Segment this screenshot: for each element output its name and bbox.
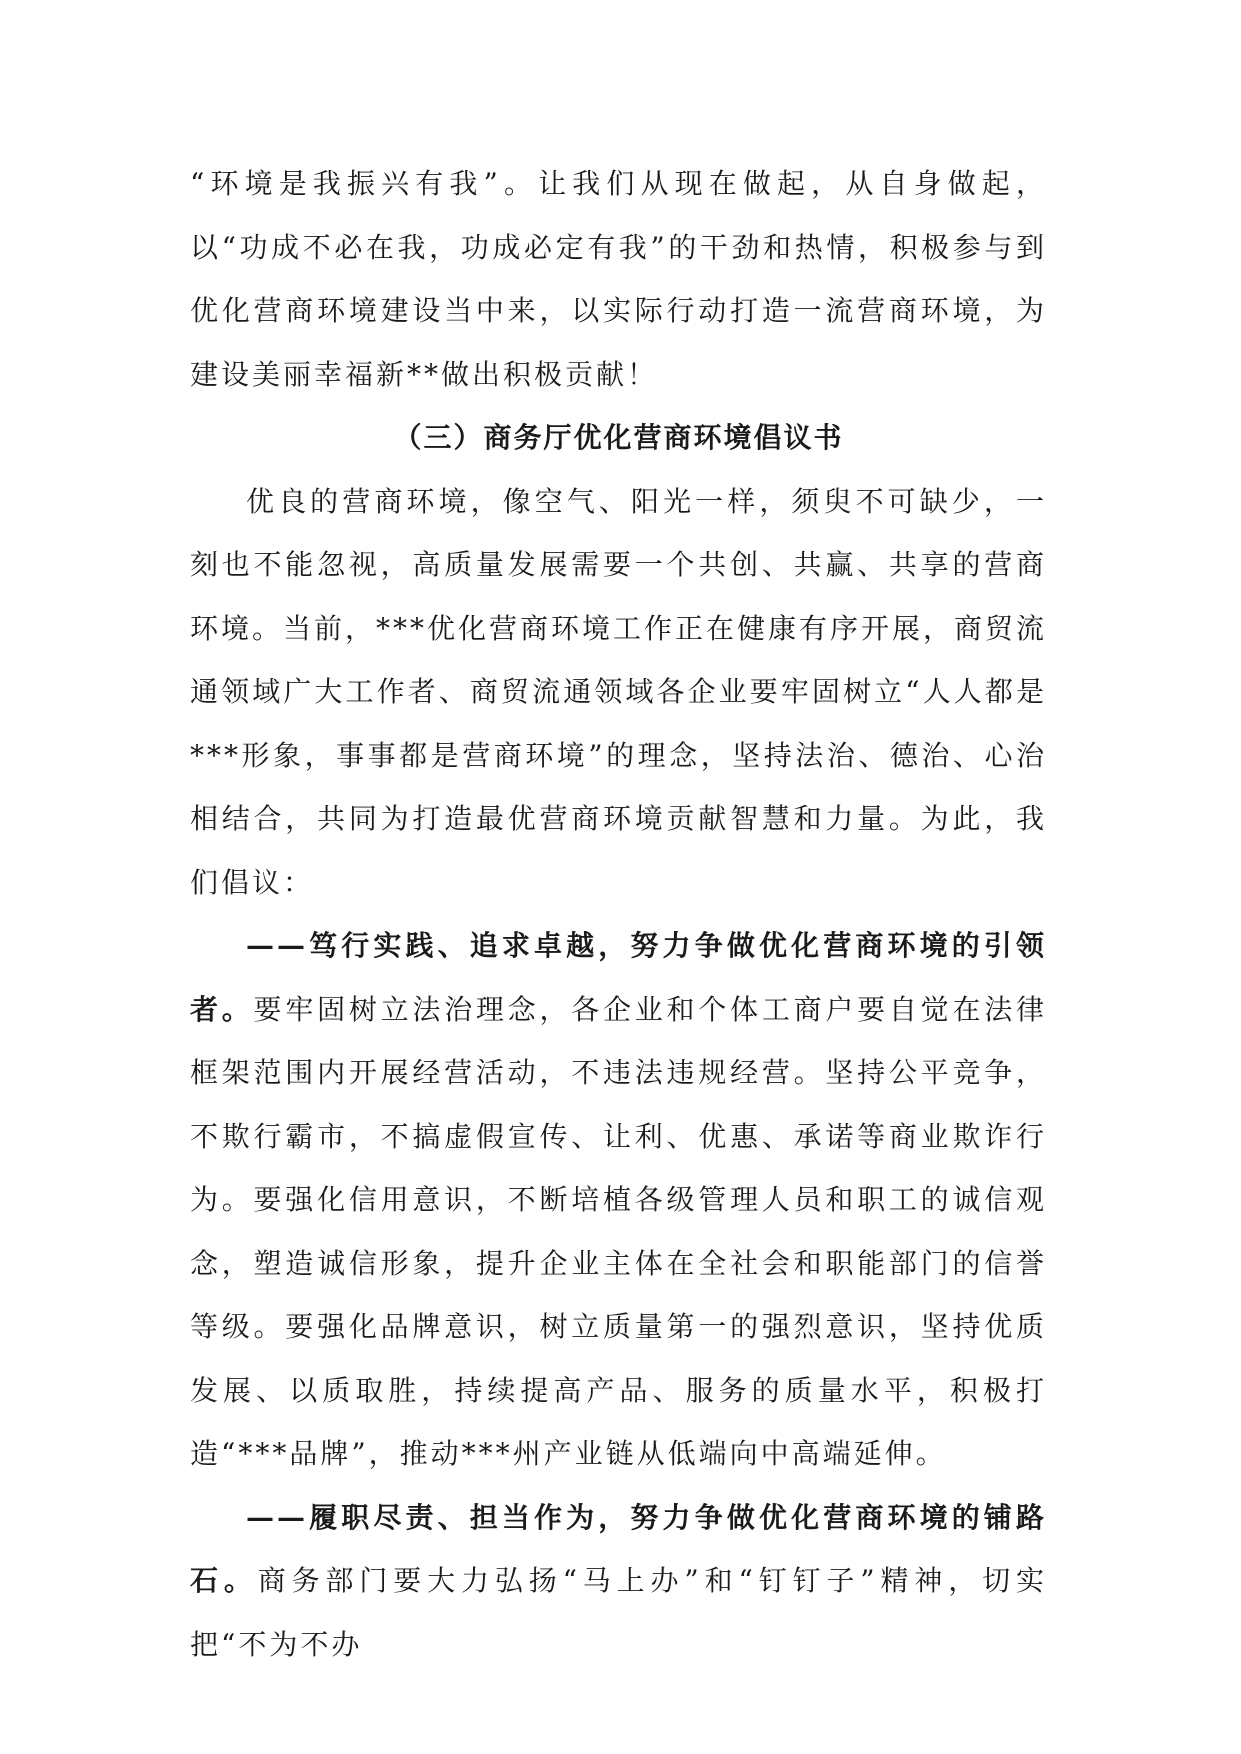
section-heading: （三）商务厅优化营商环境倡议书 bbox=[393, 421, 844, 454]
initiative-1-body: 要牢固树立法治理念，各企业和个体工商户要自觉在法律框架范围内开展经营活动，不违法违规经营。坚持公平竞争，不欺行霸市，不搞虚假宣传、让利、优惠、承诺等商业欺诈行为。要强化信用意识，不断培植各级管理人员和职工的诚信观念，塑造诚信形象，提升企业主体在全社会和职能部门的信誉等级。要强化品牌意识，树立质量第一的强烈意识，坚持优质发展、以质取胜，持续提高产品、服务的质量水平，积极打造“***品牌”，推动***州产业链从低端向中高端延伸。 bbox=[190, 992, 1047, 1470]
paragraph-intro: 优良的营商环境，像空气、阳光一样，须臾不可缺少，一刻也不能忽视，高质量发展需要一个共创、共赢、共享的营商环境。当前，***优化营商环境工作正在健康有序开展，商贸流通领域广大工作者、商贸流通领域各企业要牢固树立“人人都是***形象，事事都是营商环境”的理念，坚持法治、德治、心治相结合，共同为打造最优营商环境贡献智慧和力量。为此，我们倡议： bbox=[190, 484, 1048, 899]
paragraph-initiative-1 bbox=[190, 914, 1047, 1486]
paragraph-initiative-2 bbox=[190, 1486, 1047, 1677]
paragraph-closing: “环境是我振兴有我”。让我们从现在做起，从自身做起，以“功成不必在我，功成必定有我”的干劲和热情，积极参与到优化营商环境建设当中来，以实际行动打造一流营商环境，为建设美丽幸福新**做出积极贡献！ bbox=[190, 167, 1047, 391]
initiative-2-lead: ——履职尽责、担当作为，努力争做优化营商环境的铺路石。 bbox=[190, 1500, 1047, 1597]
initiative-1-lead: ——笃行实践、追求卓越，努力争做优化营商环境的引领者。 bbox=[190, 929, 1047, 1026]
initiative-2-body: 商务部门要大力弘扬“马上办”和“钉钉子”精神，切实把“不为不办 bbox=[190, 1564, 1047, 1661]
document-body bbox=[190, 152, 1047, 1676]
